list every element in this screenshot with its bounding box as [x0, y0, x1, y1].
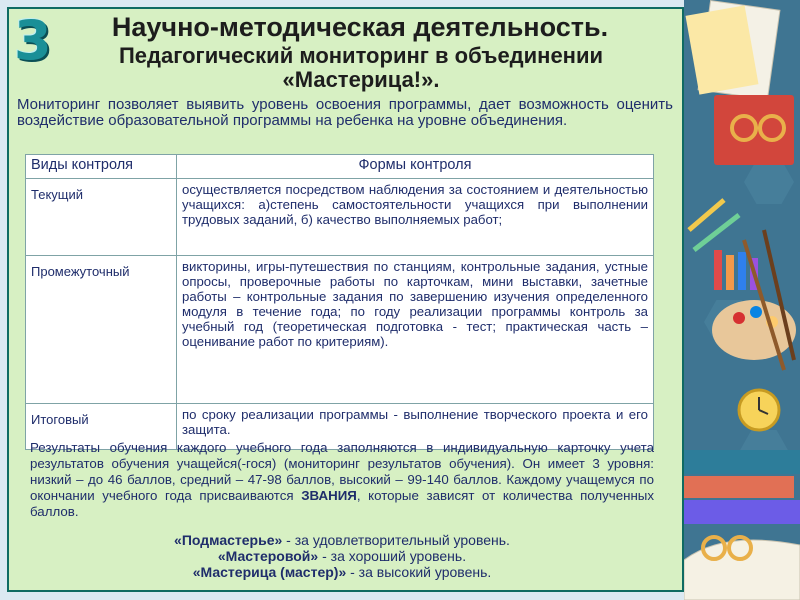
control-type-cell: Промежуточный: [26, 256, 177, 404]
table-row: [26, 256, 654, 404]
title-line-2: Педагогический мониторинг в объединении «Мастерица!».: [118, 43, 604, 92]
table-header-row: [26, 155, 654, 179]
header-control-types: Виды контроля: [26, 155, 177, 179]
control-forms-cell: осуществляется посредством наблюдения за состоянием и деятельностью учащихся: а)степень самостоятельности учащихся при выполнении трудовых заданий, б) качество выполняемых работ;: [177, 179, 654, 256]
level-title: «Подмастерье»: [174, 532, 283, 548]
level-item: [30, 548, 654, 564]
results-paragraph: [30, 440, 654, 520]
level-text: - за высокий уровень.: [346, 564, 492, 580]
results-titles-word: ЗВАНИЯ: [301, 488, 357, 503]
decorative-illustration: [684, 0, 800, 600]
level-title: «Мастеровой»: [217, 548, 319, 564]
header-control-forms: Формы контроля: [177, 155, 654, 179]
results-text-start: Результаты обучения каждого учебного года заполняются в индивидуальную карточку учета результатов обучения учащейся(-гося) (мониторинг результатов обучения). Он имеет 3 уровня: низкий – до 46 баллов, средний – 47-98 баллов, высокий – 99-140 баллов. Каждому учащемуся по окончании учебного года присваиваются: [30, 440, 654, 503]
level-text: - за удовлетворительный уровень.: [282, 532, 510, 548]
level-text: - за хороший уровень.: [318, 548, 467, 564]
control-table: [25, 154, 654, 450]
art-supplies-icon: [684, 0, 800, 600]
section-number-badge: 3: [14, 9, 52, 72]
title-line-1: Научно-методическая деятельность.: [111, 12, 609, 42]
results-text-end: , которые зависят от количества полученных баллов.: [30, 488, 654, 519]
intro-paragraph: Мониторинг позволяет выявить уровень освоения программы, дает возможность оценить воздействие образовательной программы на ребенка на уровне объединения.: [17, 96, 673, 129]
control-forms-cell: по сроку реализации программы - выполнение творческого проекта и его защита.: [177, 404, 654, 450]
level-item: [30, 564, 654, 580]
control-type-cell: Итоговый: [26, 404, 177, 450]
level-item: [30, 532, 654, 548]
table-row: [26, 179, 654, 256]
levels-list: [30, 532, 654, 580]
control-forms-cell: викторины, игры-путешествия по станциям, контрольные задания, устные опросы, проверочные работы по карточкам, мини выставки, зачетные работы – контрольные задания по завершению изучения определенного модуля в течение года; по году реализации программы контроль за учебный год (теоретическая подготовка - тест; практическая часть – оценивание работ по критериям).: [177, 256, 654, 404]
control-type-cell: Текущий: [26, 179, 177, 256]
level-title: «Мастерица (мастер)»: [192, 564, 347, 580]
